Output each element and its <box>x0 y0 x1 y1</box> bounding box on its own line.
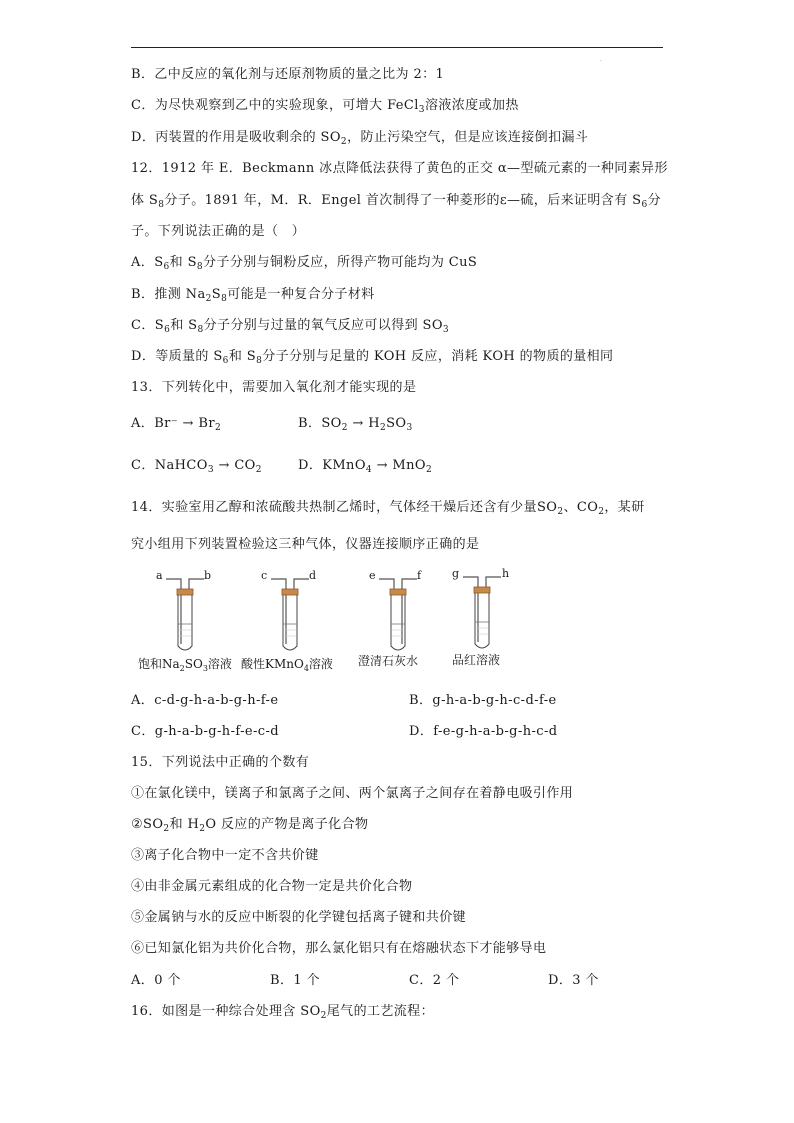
q15-statement-1: ①在氯化镁中，镁离子和氯离子之间、两个氯离子之间存在着静电吸引作用 <box>131 786 574 801</box>
tube1-inlet-label: a <box>156 569 163 582</box>
header-rule <box>131 47 663 48</box>
tube1-drawing <box>160 574 210 656</box>
q12-stem-line3: 子。下列说法正确的是（ ） <box>131 224 306 239</box>
q15-statement-2: $②SO_2$和 $H_2O$ 反应的产物是离子化合物 <box>131 817 369 834</box>
q15-option-b: B．1 个 <box>270 973 320 988</box>
q13-stem: 13．下列转化中，需要加入氧化剂才能实现的是 <box>131 380 417 395</box>
tube3-drawing <box>373 574 423 656</box>
q13-option-d: D．KMnO$_4$ → MnO$_2$ <box>298 458 433 475</box>
q12-option-c: C．$S_6$和 $S_8$分子分别与过量的氧气反应可以得到 $SO_3$ <box>131 318 450 335</box>
q14-option-c: C．g-h-a-b-g-h-f-e-c-d <box>131 724 279 739</box>
q15-option-c: C．2 个 <box>409 973 460 988</box>
tube2-outlet-label: d <box>309 569 317 582</box>
q15-statement-3: ③离子化合物中一定不含共价键 <box>131 848 319 863</box>
q13-option-b: B．$SO_2 \to H_2SO_3$ <box>298 416 413 433</box>
tube4-drawing <box>457 572 507 654</box>
q15-statement-6: ⑥已知氯化铝为共价化合物，那么氯化铝只有在熔融状态下才能够导电 <box>131 941 547 956</box>
q15-stem: 15．下列说法中正确的个数有 <box>131 755 310 770</box>
q15-option-d: D．3 个 <box>548 973 599 988</box>
tube1-reagent-label: 饱和$Na_2SO_3$溶液 <box>138 657 232 673</box>
tube3-outlet-label: f <box>417 569 422 582</box>
tube2-inlet-label: c <box>261 569 268 582</box>
q11-option-d: D．丙装置的作用是吸收剩余的 $SO_2$，防止污染空气，但是应该连接倒扣漏斗 <box>131 130 589 147</box>
tube4-reagent-label: 品红溶液 <box>452 653 501 667</box>
tube2-reagent-label: 酸性KMnO$_4$溶液 <box>241 657 333 673</box>
q15-option-a: A．0 个 <box>131 973 181 988</box>
tube3-inlet-label: e <box>369 569 376 582</box>
q11-option-b: B．乙中反应的氧化剂与还原剂物质的量之比为 2：1 <box>131 67 445 82</box>
q12-option-b: B．推测 $Na_2S_8$可能是一种复合分子材料 <box>131 287 375 304</box>
q16-stem: 16．如图是一种综合处理含 $SO_2$尾气的工艺流程： <box>131 1004 434 1021</box>
q13-option-a: A．$Br^- \to Br_2$ <box>131 416 222 433</box>
q13-option-c: C．NaHCO$_3$ → $CO_2$ <box>131 458 262 475</box>
q12-option-d: D．等质量的 $S_6$和 $S_8$分子分别与足量的 KOH 反应，消耗 KOH 的物质的量相同 <box>131 349 614 366</box>
q14-option-a: A．c-d-g-h-a-b-g-h-f-e <box>131 693 279 708</box>
tube4-inlet-label: g <box>452 567 460 580</box>
tube4-outlet-label: h <box>502 567 510 580</box>
q15-statement-4: ④由非金属元素组成的化合物一定是共价化合物 <box>131 879 413 894</box>
q12-stem-line2: 体 $S_8$分子。1891 年，M．R．Engel 首次制得了一种菱形的ε—硫，后来证明含有 $S_6$分 <box>131 193 661 210</box>
q14-option-d: D．f-e-g-h-a-b-g-h-c-d <box>409 724 558 739</box>
q12-stem-line1: 12．1912 年 E．Beckmann 冰点降低法获得了黄色的正交 α—型硫元素的一种同素异形 <box>131 161 668 176</box>
q15-statement-5: ⑤金属钠与水的反应中断裂的化学键包括离子键和共价键 <box>131 910 467 925</box>
q14-option-b: B．g-h-a-b-g-h-c-d-f-e <box>409 693 557 708</box>
q12-option-a: A．$S_6$和 $S_8$分子分别与铜粉反应，所得产物可能均为 CuS <box>131 255 478 272</box>
tube1-outlet-label: b <box>204 569 212 582</box>
tube3-reagent-label: 澄清石灰水 <box>358 654 419 668</box>
page-mark: · <box>600 58 602 65</box>
q14-stem-line1: 14．实验室用乙醇和浓硫酸共热制乙烯时，气体经干燥后还含有少量$SO_2$、$CO_2$，某研 <box>131 500 645 517</box>
q14-stem-line2: 究小组用下列装置检验这三种气体，仪器连接顺序正确的是 <box>131 537 480 552</box>
tube2-drawing <box>265 574 315 656</box>
q11-option-c: C．为尽快观察到乙中的实验现象，可增大 FeCl$_3$溶液浓度或加热 <box>131 98 519 115</box>
